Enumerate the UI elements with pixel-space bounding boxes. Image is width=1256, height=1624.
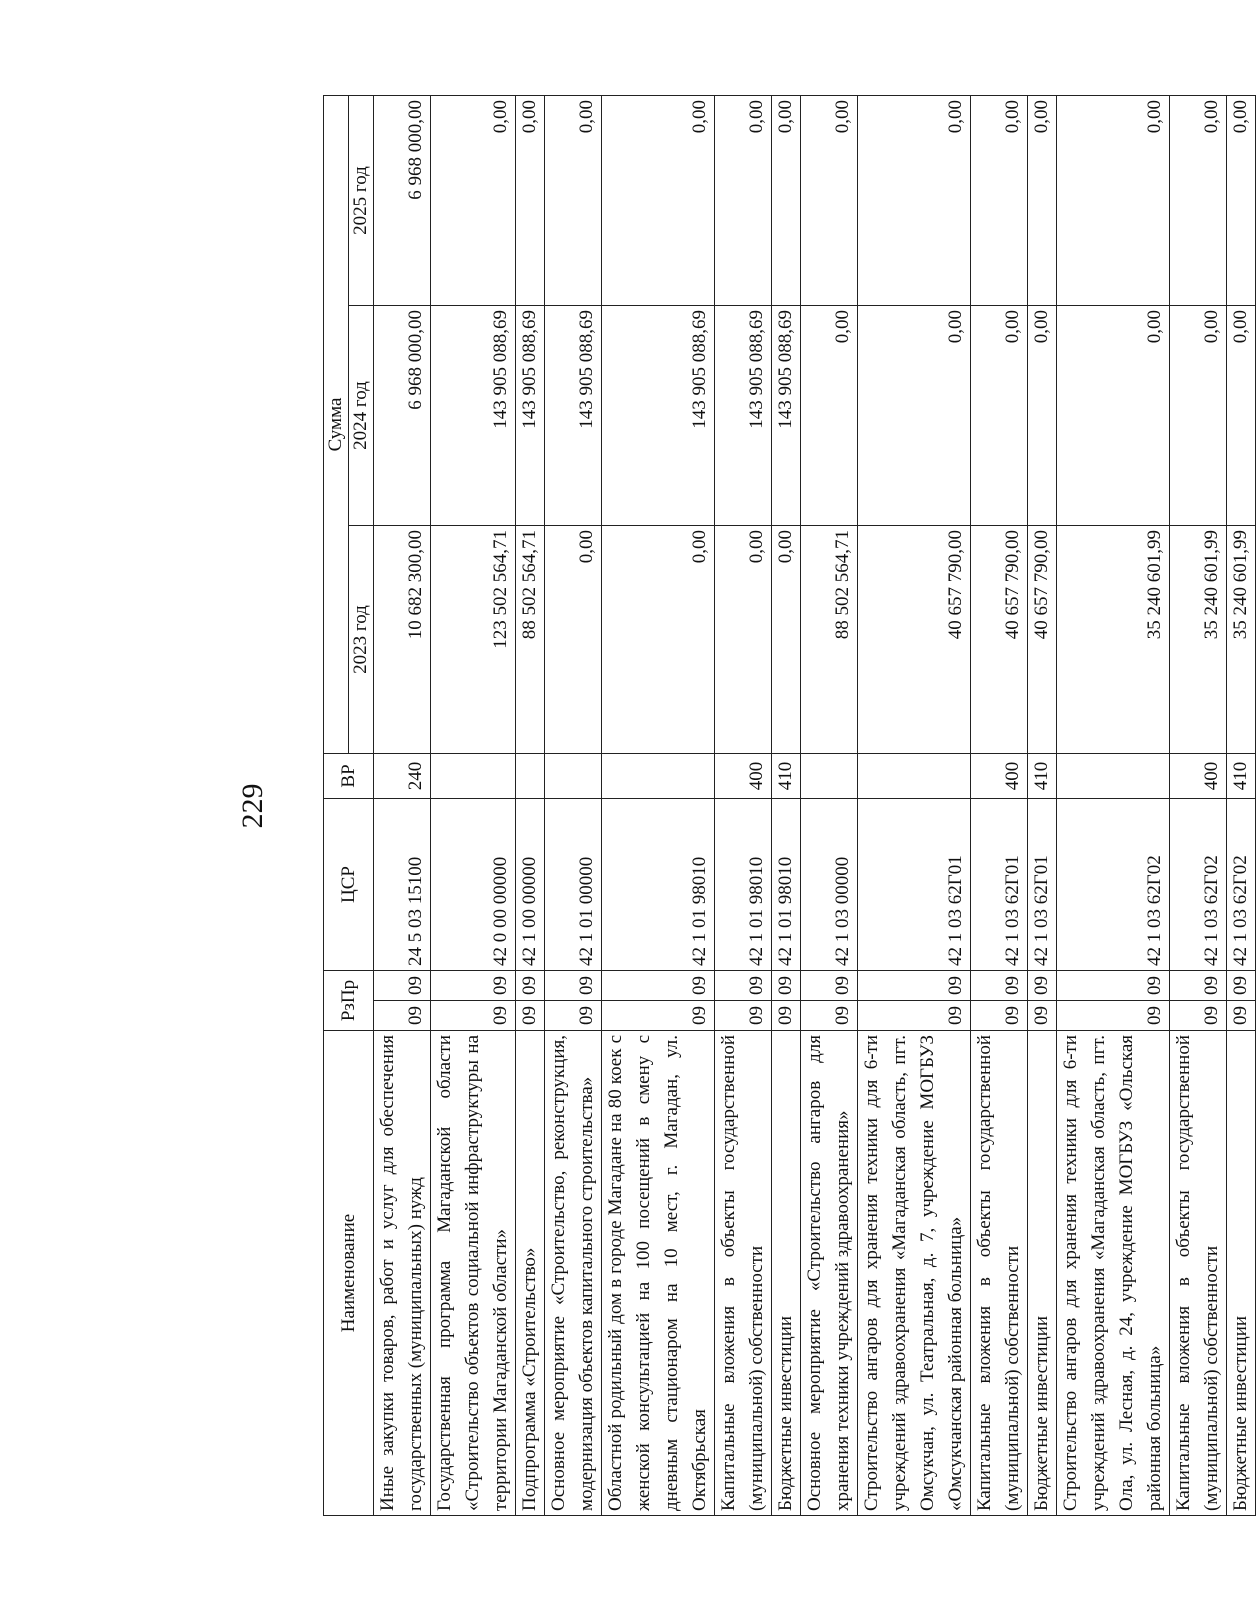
cell-csr: 42 1 03 62Г01 [1028, 798, 1057, 970]
cell-2023: 88 502 564,71 [801, 525, 858, 753]
cell-vr [858, 753, 971, 798]
cell-pr: 09 [715, 970, 772, 1000]
cell-vr: 400 [971, 753, 1028, 798]
cell-2024: 143 905 088,69 [545, 305, 602, 525]
cell-2025: 0,00 [715, 95, 772, 305]
table-row [374, 95, 431, 1515]
cell-2024: 143 905 088,69 [715, 305, 772, 525]
table-body [374, 95, 1256, 1515]
cell-rz: 09 [545, 1001, 602, 1031]
table-header-row [324, 95, 349, 1515]
cell-2025: 0,00 [602, 95, 715, 305]
cell-vr [516, 753, 545, 798]
cell-2023: 35 240 601,99 [1227, 525, 1256, 753]
cell-vr [602, 753, 715, 798]
cell-vr: 410 [1227, 753, 1256, 798]
cell-2025: 0,00 [772, 95, 801, 305]
cell-pr: 09 [374, 970, 431, 1000]
cell-2024: 0,00 [1057, 305, 1170, 525]
cell-2023: 123 502 564,71 [431, 525, 516, 753]
cell-2025: 0,00 [1057, 95, 1170, 305]
cell-vr: 410 [1028, 753, 1057, 798]
cell-name: Подпрограмма «Строительство» [516, 1031, 545, 1516]
cell-name: Бюджетные инвестиции [772, 1031, 801, 1516]
cell-pr: 09 [545, 970, 602, 1000]
cell-csr: 42 1 03 62Г02 [1057, 798, 1170, 970]
cell-name: Строительство ангаров для хранения техники для 6-ти учреждений здравоохранения «Магаданская область, пгт. Омсукчан, ул. Театральная, д. 7, учреждение МОГБУЗ «Омсукчанская районная больница» [858, 1031, 971, 1516]
cell-vr [431, 753, 516, 798]
table-row [801, 95, 858, 1515]
header-sum: Сумма [324, 95, 349, 753]
cell-csr: 42 1 01 98010 [602, 798, 715, 970]
cell-pr: 09 [1057, 970, 1170, 1000]
cell-pr: 09 [801, 970, 858, 1000]
table-row [545, 95, 602, 1515]
cell-csr: 42 1 03 62Г01 [971, 798, 1028, 970]
cell-2023: 0,00 [602, 525, 715, 753]
cell-rz: 09 [1227, 1001, 1256, 1031]
cell-2025: 0,00 [971, 95, 1028, 305]
header-vr: ВР [324, 753, 374, 798]
cell-csr: 42 1 03 62Г02 [1170, 798, 1227, 970]
cell-2025: 0,00 [431, 95, 516, 305]
cell-2025: 0,00 [1170, 95, 1227, 305]
header-csr: ЦСР [324, 798, 374, 970]
cell-2024: 0,00 [1170, 305, 1227, 525]
cell-2023: 10 682 300,00 [374, 525, 431, 753]
cell-2024: 0,00 [1227, 305, 1256, 525]
cell-vr: 240 [374, 753, 431, 798]
cell-rz: 09 [516, 1001, 545, 1031]
table-row [1028, 95, 1057, 1515]
cell-name: Областной родильный дом в городе Магадане на 80 коек с женской консультацией на 100 посещений в смену с дневным стационаром на 10 мест, г. Магадан, ул. Октябрьская [602, 1031, 715, 1516]
cell-2023: 35 240 601,99 [1170, 525, 1227, 753]
cell-vr: 400 [715, 753, 772, 798]
cell-name: Основное мероприятие «Строительство, реконструкция, модернизация объектов капитального строительства» [545, 1031, 602, 1516]
cell-csr: 42 1 03 62Г02 [1227, 798, 1256, 970]
cell-rz: 09 [858, 1001, 971, 1031]
cell-name: Капитальные вложения в объекты государственной (муниципальной) собственности [971, 1031, 1028, 1516]
cell-csr: 42 1 03 00000 [801, 798, 858, 970]
cell-2023: 40 657 790,00 [1028, 525, 1057, 753]
table-row [858, 95, 971, 1515]
cell-2023: 40 657 790,00 [858, 525, 971, 753]
cell-pr: 09 [516, 970, 545, 1000]
header-name: Наименование [324, 1031, 374, 1516]
cell-2025: 6 968 000,00 [374, 95, 431, 305]
cell-pr: 09 [1028, 970, 1057, 1000]
cell-2023: 35 240 601,99 [1057, 525, 1170, 753]
cell-name: Основное мероприятие «Строительство ангаров для хранения техники учреждений здравоохранения» [801, 1031, 858, 1516]
table-row [516, 95, 545, 1515]
cell-name: Капитальные вложения в объекты государственной (муниципальной) собственности [1170, 1031, 1227, 1516]
cell-2024: 143 905 088,69 [516, 305, 545, 525]
cell-2023: 0,00 [545, 525, 602, 753]
cell-2025: 0,00 [545, 95, 602, 305]
table-row [1227, 95, 1256, 1515]
cell-pr: 09 [971, 970, 1028, 1000]
cell-name: Бюджетные инвестиции [1227, 1031, 1256, 1516]
cell-csr: 42 1 00 00000 [516, 798, 545, 970]
cell-rz: 09 [772, 1001, 801, 1031]
cell-rz: 09 [374, 1001, 431, 1031]
cell-2024: 0,00 [858, 305, 971, 525]
cell-pr: 09 [1227, 970, 1256, 1000]
cell-2023: 40 657 790,00 [971, 525, 1028, 753]
cell-2024: 143 905 088,69 [772, 305, 801, 525]
table-row [1170, 95, 1227, 1515]
cell-rz: 09 [1170, 1001, 1227, 1031]
cell-vr [801, 753, 858, 798]
table-row [971, 95, 1028, 1515]
cell-2025: 0,00 [516, 95, 545, 305]
cell-csr: 42 0 00 00000 [431, 798, 516, 970]
header-2025: 2025 год [349, 95, 374, 305]
cell-csr: 42 1 01 98010 [772, 798, 801, 970]
cell-vr [1057, 753, 1170, 798]
cell-pr: 09 [431, 970, 516, 1000]
cell-vr: 400 [1170, 753, 1227, 798]
cell-2023: 0,00 [715, 525, 772, 753]
cell-2025: 0,00 [858, 95, 971, 305]
document-page [213, 96, 1251, 1516]
table-row [602, 95, 715, 1515]
cell-csr: 24 5 03 15100 [374, 798, 431, 970]
cell-2023: 0,00 [772, 525, 801, 753]
cell-rz: 09 [1028, 1001, 1057, 1031]
cell-2025: 0,00 [1227, 95, 1256, 305]
cell-pr: 09 [858, 970, 971, 1000]
header-2023: 2023 год [349, 525, 374, 753]
cell-csr: 42 1 03 62Г01 [858, 798, 971, 970]
cell-2024: 143 905 088,69 [602, 305, 715, 525]
table-row [772, 95, 801, 1515]
cell-name: Капитальные вложения в объекты государственной (муниципальной) собственности [715, 1031, 772, 1516]
cell-csr: 42 1 01 00000 [545, 798, 602, 970]
cell-2024: 0,00 [1028, 305, 1057, 525]
header-rzpr: РзПр [324, 970, 374, 1030]
header-2024: 2024 год [349, 305, 374, 525]
cell-rz: 09 [715, 1001, 772, 1031]
page-number: 229 [236, 783, 269, 829]
cell-rz: 09 [801, 1001, 858, 1031]
cell-2023: 88 502 564,71 [516, 525, 545, 753]
cell-name: Иные закупки товаров, работ и услуг для обеспечения государственных (муниципальных) нужд [374, 1031, 431, 1516]
cell-2024: 6 968 000,00 [374, 305, 431, 525]
budget-table [323, 95, 1256, 1516]
cell-2024: 0,00 [801, 305, 858, 525]
cell-rz: 09 [1057, 1001, 1170, 1031]
cell-2025: 0,00 [1028, 95, 1057, 305]
cell-rz: 09 [431, 1001, 516, 1031]
cell-name: Строительство ангаров для хранения техники для 6-ти учреждений здравоохранения «Магаданская область, пгт. Ола, ул. Лесная, д. 24, учреждение МОГБУЗ «Ольская районная больница» [1057, 1031, 1170, 1516]
cell-name: Бюджетные инвестиции [1028, 1031, 1057, 1516]
cell-vr: 410 [772, 753, 801, 798]
cell-name: Государственная программа Магаданской области «Строительство объектов социальной инфраструктуры на территории Магаданской области» [431, 1031, 516, 1516]
cell-pr: 09 [1170, 970, 1227, 1000]
cell-2024: 0,00 [971, 305, 1028, 525]
cell-2024: 143 905 088,69 [431, 305, 516, 525]
table-row [1057, 95, 1170, 1515]
table-row [715, 95, 772, 1515]
cell-pr: 09 [602, 970, 715, 1000]
cell-csr: 42 1 01 98010 [715, 798, 772, 970]
cell-rz: 09 [971, 1001, 1028, 1031]
cell-rz: 09 [602, 1001, 715, 1031]
table-row [431, 95, 516, 1515]
cell-pr: 09 [772, 970, 801, 1000]
cell-vr [545, 753, 602, 798]
cell-2025: 0,00 [801, 95, 858, 305]
